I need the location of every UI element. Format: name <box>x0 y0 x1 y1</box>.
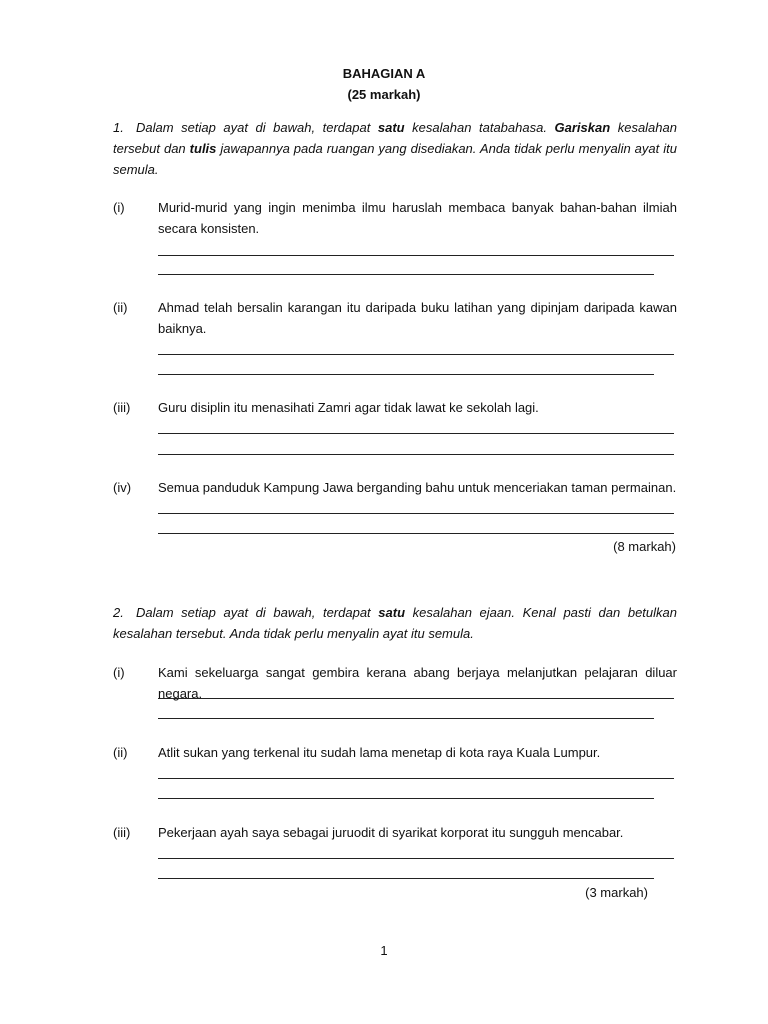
item-roman: (i) <box>113 665 125 680</box>
q1-intro-text-2: kesalahan tatabahasa. <box>404 120 555 135</box>
q2-intro-text-1: Dalam setiap ayat di bawah, terdapat <box>136 605 379 620</box>
q2-intro-bold-1: satu <box>378 605 406 620</box>
question-1-instructions <box>113 117 677 180</box>
question-2-instructions <box>113 602 677 644</box>
item-sentence: Murid-murid yang ingin menimba ilmu haruslah membaca banyak bahan-bahan ilmiah secara konsisten. <box>158 200 677 236</box>
answer-line[interactable] <box>158 433 674 434</box>
item-sentence: Semua panduduk Kampung Jawa berganding bahu untuk menceriakan taman permainan. <box>158 480 677 495</box>
item-sentence: Kami sekeluarga sangat gembira kerana abang berjaya melanjutkan pelajaran diluar negara. <box>158 665 677 701</box>
q1-intro-bold-1: satu <box>377 120 405 135</box>
question-1-marks: (8 markah) <box>613 539 676 554</box>
item-roman: (iii) <box>113 400 131 415</box>
answer-line[interactable] <box>158 513 674 514</box>
answer-line[interactable] <box>158 878 654 879</box>
item-roman: (ii) <box>113 745 128 760</box>
answer-line[interactable] <box>158 374 654 375</box>
answer-line[interactable] <box>158 454 674 455</box>
answer-line[interactable] <box>158 354 674 355</box>
q2-intro-text-2: kesalahan ejaan. Kenal pasti dan betulkan kesalahan tersebut. Anda tidak perlu menyalin ayat itu semula. <box>113 605 677 641</box>
answer-line[interactable] <box>158 778 674 779</box>
answer-line[interactable] <box>158 798 654 799</box>
question-2-number: 2. <box>113 605 124 620</box>
answer-line[interactable] <box>158 718 654 719</box>
answer-line[interactable] <box>158 858 674 859</box>
q1-intro-bold-3: tulis <box>189 141 217 156</box>
item-sentence: Pekerjaan ayah saya sebagai juruodit di syarikat korporat itu sungguh mencabar. <box>158 825 624 840</box>
q1-intro-bold-2: Gariskan <box>554 120 611 135</box>
q1-intro-text-4: jawapannya pada ruangan yang disediakan. Anda tidak perlu menyalin ayat itu semula. <box>113 141 677 177</box>
item-sentence: Ahmad telah bersalin karangan itu daripada buku latihan yang dipinjam daripada kawan baiknya. <box>158 300 677 336</box>
section-marks: (25 markah) <box>347 87 421 102</box>
answer-line[interactable] <box>158 255 674 256</box>
item-roman: (iv) <box>113 480 132 495</box>
q1-intro-text-1: Dalam setiap ayat di bawah, terdapat <box>136 120 378 135</box>
answer-line[interactable] <box>158 274 654 275</box>
item-roman: (ii) <box>113 300 128 315</box>
question-1-number: 1. <box>113 120 124 135</box>
question-2-marks: (3 markah) <box>585 885 648 900</box>
item-roman: (iii) <box>113 825 131 840</box>
q1-intro-text-3: kesalahan tersebut dan <box>113 120 677 156</box>
page-number: 1 <box>380 943 388 958</box>
item-sentence: Atlit sukan yang terkenal itu sudah lama menetap di kota raya Kuala Lumpur. <box>158 745 601 760</box>
item-roman: (i) <box>113 200 125 215</box>
answer-line[interactable] <box>158 533 674 534</box>
answer-line[interactable] <box>158 698 674 699</box>
section-title: BAHAGIAN A <box>342 66 426 81</box>
item-sentence: Guru disiplin itu menasihati Zamri agar tidak lawat ke sekolah lagi. <box>158 400 539 415</box>
